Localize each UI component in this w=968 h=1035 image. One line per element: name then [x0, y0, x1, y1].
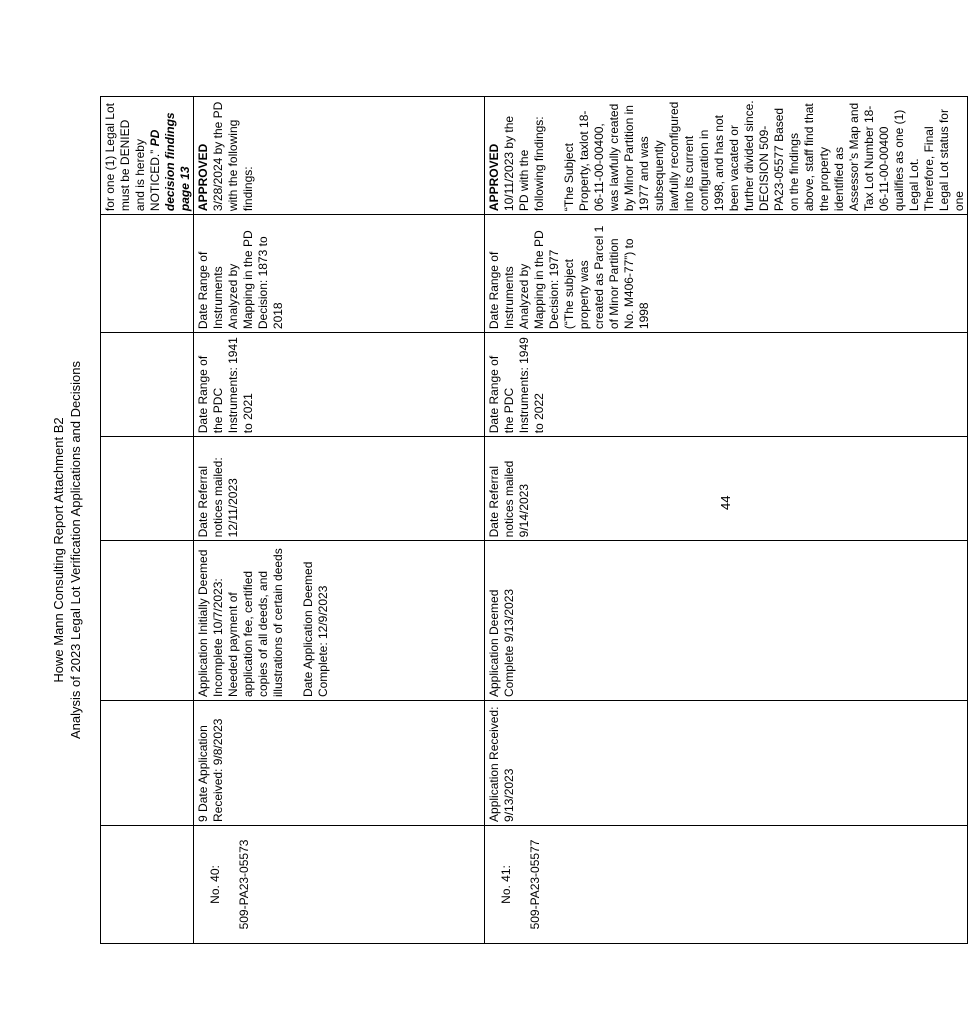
cell-application-number: No. 41: 509-PA23-05577 — [485, 825, 968, 943]
table-row-continuation — [101, 97, 194, 944]
report-header — [50, 100, 84, 1000]
report-title: Howe Mann Consulting Report Attachment B2 — [51, 417, 66, 683]
decision-status: APPROVED — [196, 143, 210, 212]
report-subtitle: Analysis of 2023 Legal Lot Verification Applications and Decisions — [68, 361, 83, 739]
cell-decision: APPROVED 10/11/2023 by the PD with the following findings: “The Subject Property, taxlot 18-06-11-00-00400, was lawfully created by Minor Partition in 1977 and was subsequently lawfully reconfigured into its current configuration in 1998, and has not been vacated or further divided since. DECISION 509-PA23-05577 Based on the findings above, staff find that the property identified as Assessor’s Map and Tax Lot Number 18-06-11-00-00400 qualifies as one (1) Legal Lot. Therefore, Final Legal Lot status for one — [485, 97, 968, 215]
cell-prev-decision: for one (1) Legal Lot must be DENIED and is hereby NOTICED.” PD decision findings page 13 — [101, 97, 194, 215]
cell-prev-pdc-range — [101, 333, 194, 437]
cell-referral: Date Referral notices mailed 9/14/2023 — [485, 437, 968, 541]
cell-pd-range: Date Range of Instruments Analyzed by Mapping in the PD Decision: 1977 (“The subject property was created as Parcel 1 of Minor Partition No. M406-77”) to 1998 — [485, 215, 968, 333]
decisions-table — [100, 96, 968, 944]
table-row-40 — [194, 97, 485, 944]
cell-prev-complete — [101, 541, 194, 701]
cell-received: Application Received: 9/13/2023 — [485, 701, 968, 826]
decisions-table-wrapper — [100, 96, 968, 944]
cell-pdc-range: Date Range of the PDC Instruments: 1949 to 2022 — [485, 333, 968, 437]
cell-decision: APPROVED 3/28/2024 by the PD with the following findings: — [194, 97, 485, 215]
cell-application-number: No. 40: 509-PA23-05573 — [194, 825, 485, 943]
cell-pdc-range: Date Range of the PDC Instruments: 1941 to 2021 — [194, 333, 485, 437]
decision-page-ref: PD decision findings page 13 — [148, 112, 192, 212]
file-number: 509-PA23-05573 — [237, 839, 251, 930]
cell-prev-received — [101, 701, 194, 826]
decision-quote: “The Subject Property, taxlot 18-06-11-00-00400, was lawfully created by Minor Partition in 1977 and was subsequently lawfully reconfigured into its current configuration in 1998, and has not been vacated or further divided since. DECISION 509-PA23-05577 Based on the findings above, staff find that the property identified as Assessor’s Map and Tax Lot Number 18-06-11-00-00400 qualifies as one (1) Legal Lot. Therefore, Final Legal Lot status for one — [562, 100, 966, 212]
cell-prev-no — [101, 825, 194, 943]
cell-prev-referral — [101, 437, 194, 541]
cell-received: 9 Date Application Received: 9/8/2023 — [194, 701, 485, 826]
cell-prev-pd-range — [101, 215, 194, 333]
cell-pd-range: Date Range of Instruments Analyzed by Mapping in the PD Decision: 1873 to 2018 — [194, 215, 485, 333]
cell-completeness: Application Deemed Complete 9/13/2023 — [485, 541, 968, 701]
file-number: 509-PA23-05577 — [528, 839, 542, 930]
decision-status: APPROVED — [487, 143, 501, 212]
table-row-41 — [485, 97, 968, 944]
cell-completeness: Application Initially Deemed Incomplete 10/7/2023: Needed payment of application fee, certified copies of all deeds, and illustrations of certain deeds Date Application Deemed Complete: 12/9/2023 — [194, 541, 485, 701]
page-number: 44 — [718, 495, 733, 510]
cell-referral: Date Referral notices mailed: 12/11/2023 — [194, 437, 485, 541]
